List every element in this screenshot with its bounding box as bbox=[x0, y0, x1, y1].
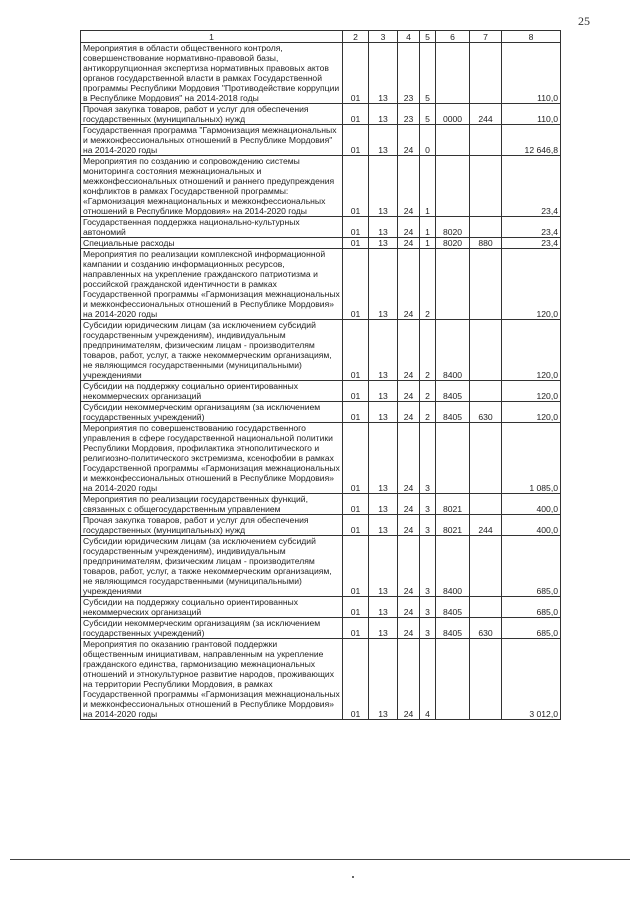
row-subprogram: 3 bbox=[420, 597, 436, 618]
row-direction: 8405 bbox=[436, 402, 470, 423]
row-direction: 8400 bbox=[436, 320, 470, 381]
row-description: Государственная поддержка национально-культурных автономий bbox=[81, 217, 343, 238]
row-description: Специальные расходы bbox=[81, 238, 343, 249]
row-description: Субсидии на поддержку социально ориентированных некоммерческих организаций bbox=[81, 597, 343, 618]
table-row bbox=[81, 494, 561, 515]
row-subsection: 13 bbox=[369, 639, 398, 720]
row-direction: 8405 bbox=[436, 618, 470, 639]
row-subprogram: 3 bbox=[420, 515, 436, 536]
row-amount: 110,0 bbox=[502, 104, 561, 125]
table-row bbox=[81, 104, 561, 125]
table-body bbox=[81, 43, 561, 720]
bottom-divider bbox=[10, 859, 630, 860]
row-program: 24 bbox=[398, 125, 420, 156]
row-description: Мероприятия по созданию и сопровождению системы мониторинга состояния межнациональных и межконфессиональных отношений и раннего предупреждения конфликтов в рамках Государственной программы: «Гармонизация межнациональных и межконфессиональных отношений в Республике Мордовия» на 2014-2020 годы bbox=[81, 156, 343, 217]
row-subprogram: 3 bbox=[420, 536, 436, 597]
row-section: 01 bbox=[343, 249, 369, 320]
row-amount: 120,0 bbox=[502, 402, 561, 423]
row-program: 23 bbox=[398, 43, 420, 104]
row-subprogram: 1 bbox=[420, 217, 436, 238]
table-row bbox=[81, 536, 561, 597]
row-direction: 8405 bbox=[436, 381, 470, 402]
row-expense-type bbox=[470, 494, 502, 515]
row-description: Мероприятия в области общественного контроля, совершенствование нормативно-правовой базы, антикоррупционная экспертиза нормативных правовых актов органов государственной власти в рамках Государственной программы Республики Мордовия "Противодействие коррупции в Республике Мордовия" на 2014-2018 годы bbox=[81, 43, 343, 104]
row-section: 01 bbox=[343, 423, 369, 494]
row-amount: 110,0 bbox=[502, 43, 561, 104]
row-section: 01 bbox=[343, 125, 369, 156]
column-header: 2 bbox=[343, 31, 369, 43]
row-program: 24 bbox=[398, 494, 420, 515]
table-row bbox=[81, 249, 561, 320]
row-section: 01 bbox=[343, 597, 369, 618]
row-subprogram: 2 bbox=[420, 320, 436, 381]
row-section: 01 bbox=[343, 515, 369, 536]
column-header: 5 bbox=[420, 31, 436, 43]
row-subprogram: 4 bbox=[420, 639, 436, 720]
row-expense-type bbox=[470, 156, 502, 217]
row-program: 24 bbox=[398, 320, 420, 381]
row-subprogram: 2 bbox=[420, 402, 436, 423]
row-description: Субсидии некоммерческим организациям (за исключением государственных учреждений) bbox=[81, 618, 343, 639]
row-subprogram: 0 bbox=[420, 125, 436, 156]
row-expense-type bbox=[470, 536, 502, 597]
table-row bbox=[81, 320, 561, 381]
row-amount: 1 085,0 bbox=[502, 423, 561, 494]
row-subsection: 13 bbox=[369, 217, 398, 238]
row-amount: 12 646,8 bbox=[502, 125, 561, 156]
row-subsection: 13 bbox=[369, 402, 398, 423]
row-subsection: 13 bbox=[369, 104, 398, 125]
row-direction bbox=[436, 125, 470, 156]
row-section: 01 bbox=[343, 494, 369, 515]
row-subprogram: 3 bbox=[420, 423, 436, 494]
row-section: 01 bbox=[343, 156, 369, 217]
row-section: 01 bbox=[343, 43, 369, 104]
row-section: 01 bbox=[343, 238, 369, 249]
row-amount: 3 012,0 bbox=[502, 639, 561, 720]
row-subsection: 13 bbox=[369, 423, 398, 494]
table-row bbox=[81, 402, 561, 423]
row-direction: 0000 bbox=[436, 104, 470, 125]
row-expense-type bbox=[470, 639, 502, 720]
row-direction bbox=[436, 249, 470, 320]
page-number: 25 bbox=[578, 14, 590, 28]
row-amount: 120,0 bbox=[502, 381, 561, 402]
row-expense-type bbox=[470, 249, 502, 320]
table-row bbox=[81, 217, 561, 238]
column-header: 3 bbox=[369, 31, 398, 43]
row-description: Субсидии на поддержку социально ориентированных некоммерческих организаций bbox=[81, 381, 343, 402]
row-description: Прочая закупка товаров, работ и услуг для обеспечения государственных (муниципальных) нужд bbox=[81, 104, 343, 125]
row-direction: 8400 bbox=[436, 536, 470, 597]
row-amount: 120,0 bbox=[502, 249, 561, 320]
table-row bbox=[81, 125, 561, 156]
row-description: Мероприятия по оказанию грантовой поддержки общественным инициативам, направленным на укрепление гражданского единства, гармонизацию межнациональных отношений и этнокультурное развитие народов, проживающих на территории Республики Мордовия, в рамках Государственной программы «Гармонизация межнациональных и межконфессиональных отношений в Республике Мордовия» на 2014-2020 годы bbox=[81, 639, 343, 720]
row-subsection: 13 bbox=[369, 494, 398, 515]
row-expense-type: 244 bbox=[470, 515, 502, 536]
row-section: 01 bbox=[343, 104, 369, 125]
row-section: 01 bbox=[343, 217, 369, 238]
row-subprogram: 2 bbox=[420, 381, 436, 402]
table-row bbox=[81, 515, 561, 536]
row-direction: 8405 bbox=[436, 597, 470, 618]
row-amount: 685,0 bbox=[502, 597, 561, 618]
row-program: 24 bbox=[398, 238, 420, 249]
row-subsection: 13 bbox=[369, 249, 398, 320]
row-description: Субсидии юридическим лицам (за исключением субсидий государственным учреждениям), индивидуальным предпринимателям, физическим лицам - производителям товаров, работ, услуг, а также некоммерческим организациям, не являющимся государственными (муниципальными) учреждениями bbox=[81, 320, 343, 381]
row-expense-type: 880 bbox=[470, 238, 502, 249]
row-direction bbox=[436, 156, 470, 217]
table-row bbox=[81, 381, 561, 402]
row-subprogram: 3 bbox=[420, 494, 436, 515]
table-row bbox=[81, 156, 561, 217]
table-row bbox=[81, 618, 561, 639]
row-expense-type bbox=[470, 381, 502, 402]
row-subsection: 13 bbox=[369, 125, 398, 156]
budget-table bbox=[80, 30, 561, 720]
row-expense-type: 630 bbox=[470, 402, 502, 423]
row-description: Мероприятия по реализации государственных функций, связанных с общегосударственным управлением bbox=[81, 494, 343, 515]
row-description: Субсидии юридическим лицам (за исключением субсидий государственным учреждениям), индивидуальным предпринимателям, физическим лицам - производителям товаров, работ, услуг, а также некоммерческим организациям, не являющимся государственными (муниципальными) учреждениями bbox=[81, 536, 343, 597]
row-subprogram: 5 bbox=[420, 43, 436, 104]
row-subsection: 13 bbox=[369, 320, 398, 381]
row-program: 24 bbox=[398, 156, 420, 217]
column-header: 1 bbox=[81, 31, 343, 43]
row-description: Мероприятия по реализации комплексной информационной кампании и созданию информационных ресурсов, направленных на укрепление гражданского патриотизма и российской гражданской идентичности в рамках Государственной программы «Гармонизация межнациональных и межконфессиональных отношений в Республике Мордовия» на 2014-2020 годы bbox=[81, 249, 343, 320]
row-subsection: 13 bbox=[369, 43, 398, 104]
row-program: 24 bbox=[398, 217, 420, 238]
scan-speck bbox=[352, 876, 354, 878]
row-section: 01 bbox=[343, 381, 369, 402]
table-row bbox=[81, 597, 561, 618]
row-program: 24 bbox=[398, 515, 420, 536]
row-subprogram: 1 bbox=[420, 156, 436, 217]
row-direction bbox=[436, 423, 470, 494]
row-subprogram: 3 bbox=[420, 618, 436, 639]
row-amount: 23,4 bbox=[502, 238, 561, 249]
table-header-row bbox=[81, 31, 561, 43]
row-program: 24 bbox=[398, 402, 420, 423]
row-expense-type bbox=[470, 43, 502, 104]
row-program: 24 bbox=[398, 597, 420, 618]
column-header: 8 bbox=[502, 31, 561, 43]
column-header: 7 bbox=[470, 31, 502, 43]
row-section: 01 bbox=[343, 536, 369, 597]
row-expense-type bbox=[470, 125, 502, 156]
row-description: Прочая закупка товаров, работ и услуг для обеспечения государственных (муниципальных) нужд bbox=[81, 515, 343, 536]
row-subsection: 13 bbox=[369, 238, 398, 249]
row-direction bbox=[436, 43, 470, 104]
table-row bbox=[81, 639, 561, 720]
row-section: 01 bbox=[343, 639, 369, 720]
row-amount: 120,0 bbox=[502, 320, 561, 381]
row-expense-type bbox=[470, 217, 502, 238]
row-amount: 400,0 bbox=[502, 515, 561, 536]
table-row bbox=[81, 43, 561, 104]
column-header: 6 bbox=[436, 31, 470, 43]
row-description: Мероприятия по совершенствованию государственного управления в сфере государственной национальной политики Республики Мордовия, профилактика этнополитического и религиозно-политического экстремизма, ксенофобии в рамках Государственной программы «Гармонизация межнациональных и межконфессиональных отношений в Республике Мордовия» на 2014-2020 годы bbox=[81, 423, 343, 494]
row-program: 24 bbox=[398, 618, 420, 639]
row-expense-type bbox=[470, 320, 502, 381]
row-direction: 8021 bbox=[436, 515, 470, 536]
row-subsection: 13 bbox=[369, 381, 398, 402]
row-direction: 8021 bbox=[436, 494, 470, 515]
row-direction bbox=[436, 639, 470, 720]
row-section: 01 bbox=[343, 618, 369, 639]
row-expense-type: 630 bbox=[470, 618, 502, 639]
table-row bbox=[81, 238, 561, 249]
row-program: 24 bbox=[398, 249, 420, 320]
row-section: 01 bbox=[343, 402, 369, 423]
row-subprogram: 5 bbox=[420, 104, 436, 125]
row-program: 23 bbox=[398, 104, 420, 125]
row-amount: 685,0 bbox=[502, 536, 561, 597]
row-subsection: 13 bbox=[369, 156, 398, 217]
row-amount: 685,0 bbox=[502, 618, 561, 639]
row-description: Субсидии некоммерческим организациям (за исключением государственных учреждений) bbox=[81, 402, 343, 423]
row-program: 24 bbox=[398, 423, 420, 494]
row-expense-type: 244 bbox=[470, 104, 502, 125]
row-subprogram: 1 bbox=[420, 238, 436, 249]
row-subsection: 13 bbox=[369, 536, 398, 597]
column-header: 4 bbox=[398, 31, 420, 43]
row-direction: 8020 bbox=[436, 217, 470, 238]
row-amount: 400,0 bbox=[502, 494, 561, 515]
row-expense-type bbox=[470, 597, 502, 618]
row-subsection: 13 bbox=[369, 618, 398, 639]
row-section: 01 bbox=[343, 320, 369, 381]
row-amount: 23,4 bbox=[502, 156, 561, 217]
row-direction: 8020 bbox=[436, 238, 470, 249]
row-program: 24 bbox=[398, 639, 420, 720]
row-description: Государственная программа "Гармонизация межнациональных и межконфессиональных отношений в Республике Мордовия" на 2014-2020 годы bbox=[81, 125, 343, 156]
table-row bbox=[81, 423, 561, 494]
row-subsection: 13 bbox=[369, 515, 398, 536]
row-amount: 23,4 bbox=[502, 217, 561, 238]
row-subsection: 13 bbox=[369, 597, 398, 618]
row-expense-type bbox=[470, 423, 502, 494]
row-subprogram: 2 bbox=[420, 249, 436, 320]
row-program: 24 bbox=[398, 381, 420, 402]
row-program: 24 bbox=[398, 536, 420, 597]
